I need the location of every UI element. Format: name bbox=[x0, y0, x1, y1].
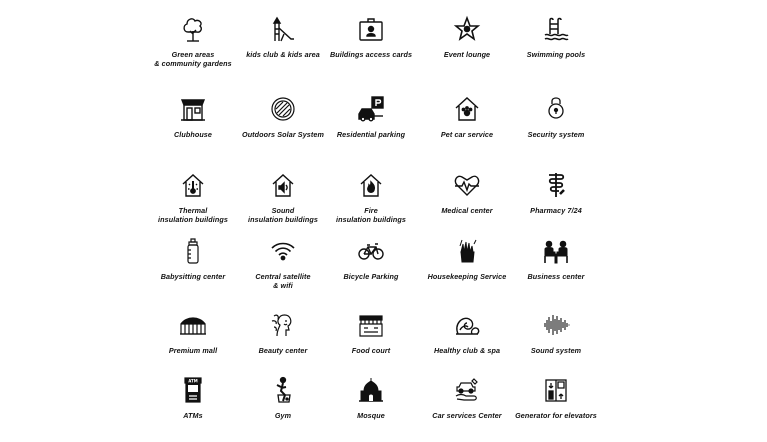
sound-wave-icon bbox=[541, 310, 571, 340]
amenity-label: Beauty center bbox=[258, 346, 308, 355]
amenity-label: Swimming pools bbox=[526, 50, 586, 59]
pet-house-icon bbox=[452, 94, 482, 124]
amenity-label: Sound insulation buildings bbox=[248, 206, 318, 224]
cleaning-icon bbox=[452, 236, 482, 266]
amenity-label: Residential parking bbox=[336, 130, 406, 139]
gym-icon bbox=[268, 375, 298, 405]
amenity-label: Housekeeping Service bbox=[427, 272, 507, 281]
amenity-label: Buildings access cards bbox=[329, 50, 413, 59]
amenity-generator-elevators bbox=[491, 375, 621, 420]
amenity-sound-system bbox=[491, 310, 621, 355]
amenity-label: Security system bbox=[527, 130, 585, 139]
lock-icon bbox=[541, 94, 571, 124]
amenity-swimming-pools bbox=[491, 14, 621, 59]
amenity-business-center bbox=[491, 236, 621, 281]
amenity-label: Healthy club & spa bbox=[433, 346, 501, 355]
food-court-icon bbox=[356, 310, 386, 340]
thermal-house-icon bbox=[178, 170, 208, 200]
amenity-label: Thermal insulation buildings bbox=[158, 206, 228, 224]
amenity-label: Business center bbox=[527, 272, 585, 281]
pharmacy-icon bbox=[541, 170, 571, 200]
car-service-icon bbox=[452, 375, 482, 405]
amenity-label: Pet car service bbox=[440, 130, 494, 139]
meeting-icon bbox=[541, 236, 571, 266]
amenity-label: Central satellite & wifi bbox=[255, 272, 311, 290]
playground-icon bbox=[268, 14, 298, 44]
beauty-icon bbox=[268, 310, 298, 340]
amenity-label: Bicycle Parking bbox=[343, 272, 399, 281]
star-icon bbox=[452, 14, 482, 44]
id-card-icon bbox=[356, 14, 386, 44]
amenity-label: Clubhouse bbox=[173, 130, 213, 139]
sound-house-icon bbox=[268, 170, 298, 200]
amenity-label: Food court bbox=[351, 346, 391, 355]
amenity-label: Generator for elevators bbox=[515, 411, 597, 420]
amenity-label: Mosque bbox=[357, 411, 385, 420]
amenity-label: Event lounge bbox=[443, 50, 491, 59]
amenity-label: Pharmacy 7/24 bbox=[530, 206, 582, 215]
amenity-label: Gym bbox=[274, 411, 292, 420]
amenity-label: Babysitting center bbox=[160, 272, 226, 281]
fire-house-icon bbox=[356, 170, 386, 200]
atm-icon-text: ATM bbox=[188, 378, 198, 384]
amenity-label: ATMs bbox=[183, 411, 203, 420]
amenity-label: Medical center bbox=[441, 206, 493, 215]
elevator-icon bbox=[541, 375, 571, 405]
amenity-pharmacy bbox=[491, 170, 621, 215]
baby-bottle-icon bbox=[178, 236, 208, 266]
amenity-label: Sound system bbox=[530, 346, 582, 355]
amenity-label: Fire insulation buildings bbox=[336, 206, 406, 224]
amenity-label: Outdoors Solar System bbox=[242, 130, 324, 139]
amenity-label: Green areas & community gardens bbox=[154, 50, 232, 68]
mall-icon bbox=[178, 310, 208, 340]
heartbeat-icon bbox=[452, 170, 482, 200]
pool-icon bbox=[541, 14, 571, 44]
amenity-label: kids club & kids area bbox=[246, 50, 320, 59]
shop-icon bbox=[178, 94, 208, 124]
tree-icon bbox=[178, 14, 208, 44]
amenity-label: Premium mall bbox=[168, 346, 218, 355]
parking-icon bbox=[356, 94, 386, 124]
atm-icon bbox=[178, 375, 208, 405]
solar-icon bbox=[268, 94, 298, 124]
amenity-label: Car services Center bbox=[432, 411, 502, 420]
wifi-icon bbox=[268, 236, 298, 266]
mosque-icon bbox=[356, 375, 386, 405]
amenity-security-system bbox=[491, 94, 621, 139]
bicycle-icon bbox=[356, 236, 386, 266]
spa-icon bbox=[452, 310, 482, 340]
